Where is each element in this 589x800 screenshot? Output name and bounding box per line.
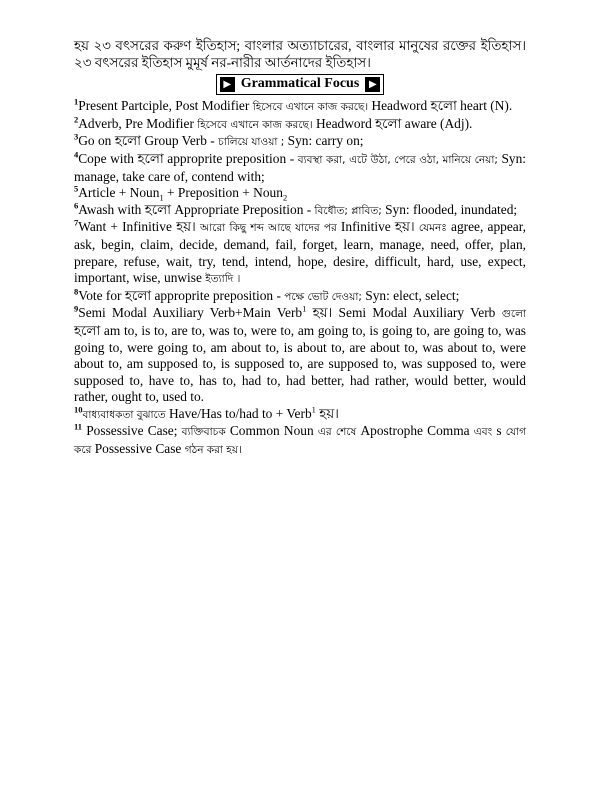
note-text: Infinitive হয়। xyxy=(340,219,419,235)
note-text: বিধৌত; প্লাবিত; xyxy=(314,204,386,217)
grammar-note-4 xyxy=(74,151,526,185)
note-text: আরো কিছু শব্দ আছে যাদের পর xyxy=(199,222,341,235)
note-text: বাধ্যবাধকতা বুঝাতে xyxy=(82,408,169,421)
note-text: Have/Has to/had to + Verb xyxy=(168,405,312,421)
note-text: Possessive Case; xyxy=(82,423,182,439)
note-number: 10 xyxy=(74,404,83,415)
grammar-note-8 xyxy=(74,288,526,306)
section-heading-title: Grammatical Focus xyxy=(240,76,360,92)
note-number: 7 xyxy=(74,217,79,228)
note-text: Apostrophe Comma xyxy=(360,423,474,439)
note-number: 5 xyxy=(74,183,79,194)
note-text: Syn: carry on; xyxy=(287,133,364,149)
section-heading xyxy=(216,74,385,95)
grammar-note-7 xyxy=(74,219,526,287)
section-heading-row xyxy=(74,74,526,96)
note-number: 3 xyxy=(74,131,79,142)
note-number: 8 xyxy=(74,286,79,297)
note-number: 1 xyxy=(74,96,79,107)
note-text: যোগ করে xyxy=(74,426,526,457)
note-text: Vote for হলো approprite preposition - xyxy=(78,287,285,303)
grammar-note-6 xyxy=(74,202,526,220)
note-number: 2 xyxy=(74,114,79,125)
grammar-note-9 xyxy=(74,305,526,406)
note-text: যেমনঃ xyxy=(418,222,451,235)
note-number: 4 xyxy=(74,149,79,160)
intro-paragraph: হয় ২৩ বৎসরের করুণ ইতিহাস; বাংলার অত্যাচারের, বাংলার মানুষের রক্তের ইতিহাস। ২৩ বৎসরের ইতিহাস মুমূর্ষ নর-নারীর আর্তনাদের ইতিহাস। xyxy=(74,38,526,70)
note-text: Syn: flooded, inundated; xyxy=(385,201,518,217)
note-text: Syn: manage, take care of, contend with; xyxy=(74,150,527,184)
note-text: Cope with হলো approprite preposition - xyxy=(78,150,298,166)
note-number: 6 xyxy=(74,200,79,211)
note-text: এবং xyxy=(473,426,497,439)
note-text: Possessive Case xyxy=(94,441,185,457)
note-text: Syn: elect, select; xyxy=(365,287,460,303)
note-text: Common Noun xyxy=(229,423,318,439)
note-text: হলো am to, is to, are to, was to, were to, am going to, is going to, are going to, was going to, were going to, am about to, is about to, are about to, was about to, were about to, am supposed to, is supposed to, are supposed to, was supposed to, were supposed to, have to, has to, had to, had better, had rather, would better, would rather, ought to, used to. xyxy=(74,322,526,405)
note-subscript: 2 xyxy=(282,192,288,203)
note-superscript: 1 xyxy=(302,303,307,314)
note-text: হিসেবে এখানে কাজ করছে। xyxy=(197,118,316,131)
note-text: হয়। Semi Modal Auxiliary Verb xyxy=(306,305,502,321)
note-text: Awash with হলো Appropriate Preposition - xyxy=(78,201,315,217)
note-text: ব্যবস্থা করা, এটে উঠা, পেরে ওঠা, মানিয়ে নেয়া; xyxy=(297,153,502,166)
note-text: Semi Modal Auxiliary Verb+Main Verb xyxy=(78,305,303,321)
note-number: 9 xyxy=(74,303,79,314)
note-text: ব্যক্তিবাচক xyxy=(181,426,230,439)
note-text: Headword হলো aware (Adj). xyxy=(316,115,473,131)
note-text: হয়। xyxy=(315,405,339,421)
note-text: s xyxy=(496,423,506,439)
note-text: পক্ষে ভোট দেওয়া; xyxy=(284,290,366,303)
note-number: 11 xyxy=(74,422,83,432)
note-text: + Preposition + Noun xyxy=(163,185,283,201)
note-text: Article + Noun xyxy=(78,185,160,201)
note-text: হিসেবে এখানে কাজ করছে। xyxy=(252,101,372,114)
grammar-note-5 xyxy=(74,185,526,202)
grammar-note-11 xyxy=(74,423,526,458)
note-text: গুলো xyxy=(501,308,526,321)
note-text: চালিয়ে যাওয়া ; xyxy=(218,136,288,149)
play-icon: ▶ xyxy=(220,77,235,92)
grammar-note-2 xyxy=(74,116,526,134)
note-text: গঠন করা হয়। xyxy=(184,444,242,457)
note-text: agree, appear, ask, begin, claim, decide, demand, fail, forget, learn, manage, need, offer, plan, prepare, refuse, wait, try, tend, intend, hope, desire, difficult, hard, use, expect, important, wise, unwise xyxy=(74,219,527,286)
note-text: Present Partciple, Post Modifier xyxy=(78,98,253,114)
grammar-note-1 xyxy=(74,98,526,116)
note-text: ইত্যাদি । xyxy=(205,273,241,286)
grammar-note-10 xyxy=(74,406,526,424)
note-text: Headword হলো heart (N). xyxy=(371,98,513,114)
note-subscript: 1 xyxy=(159,192,164,203)
note-text: Go on হলো Group Verb - xyxy=(78,133,219,149)
note-text: Adverb, Pre Modifier xyxy=(78,115,198,131)
note-text: Want + Infinitive হয়। xyxy=(78,219,200,235)
document-page xyxy=(74,38,526,459)
note-superscript: 1 xyxy=(311,404,316,415)
grammar-note-3 xyxy=(74,133,526,151)
play-icon: ▶ xyxy=(365,77,380,92)
note-text: এর শেষে xyxy=(317,426,361,439)
